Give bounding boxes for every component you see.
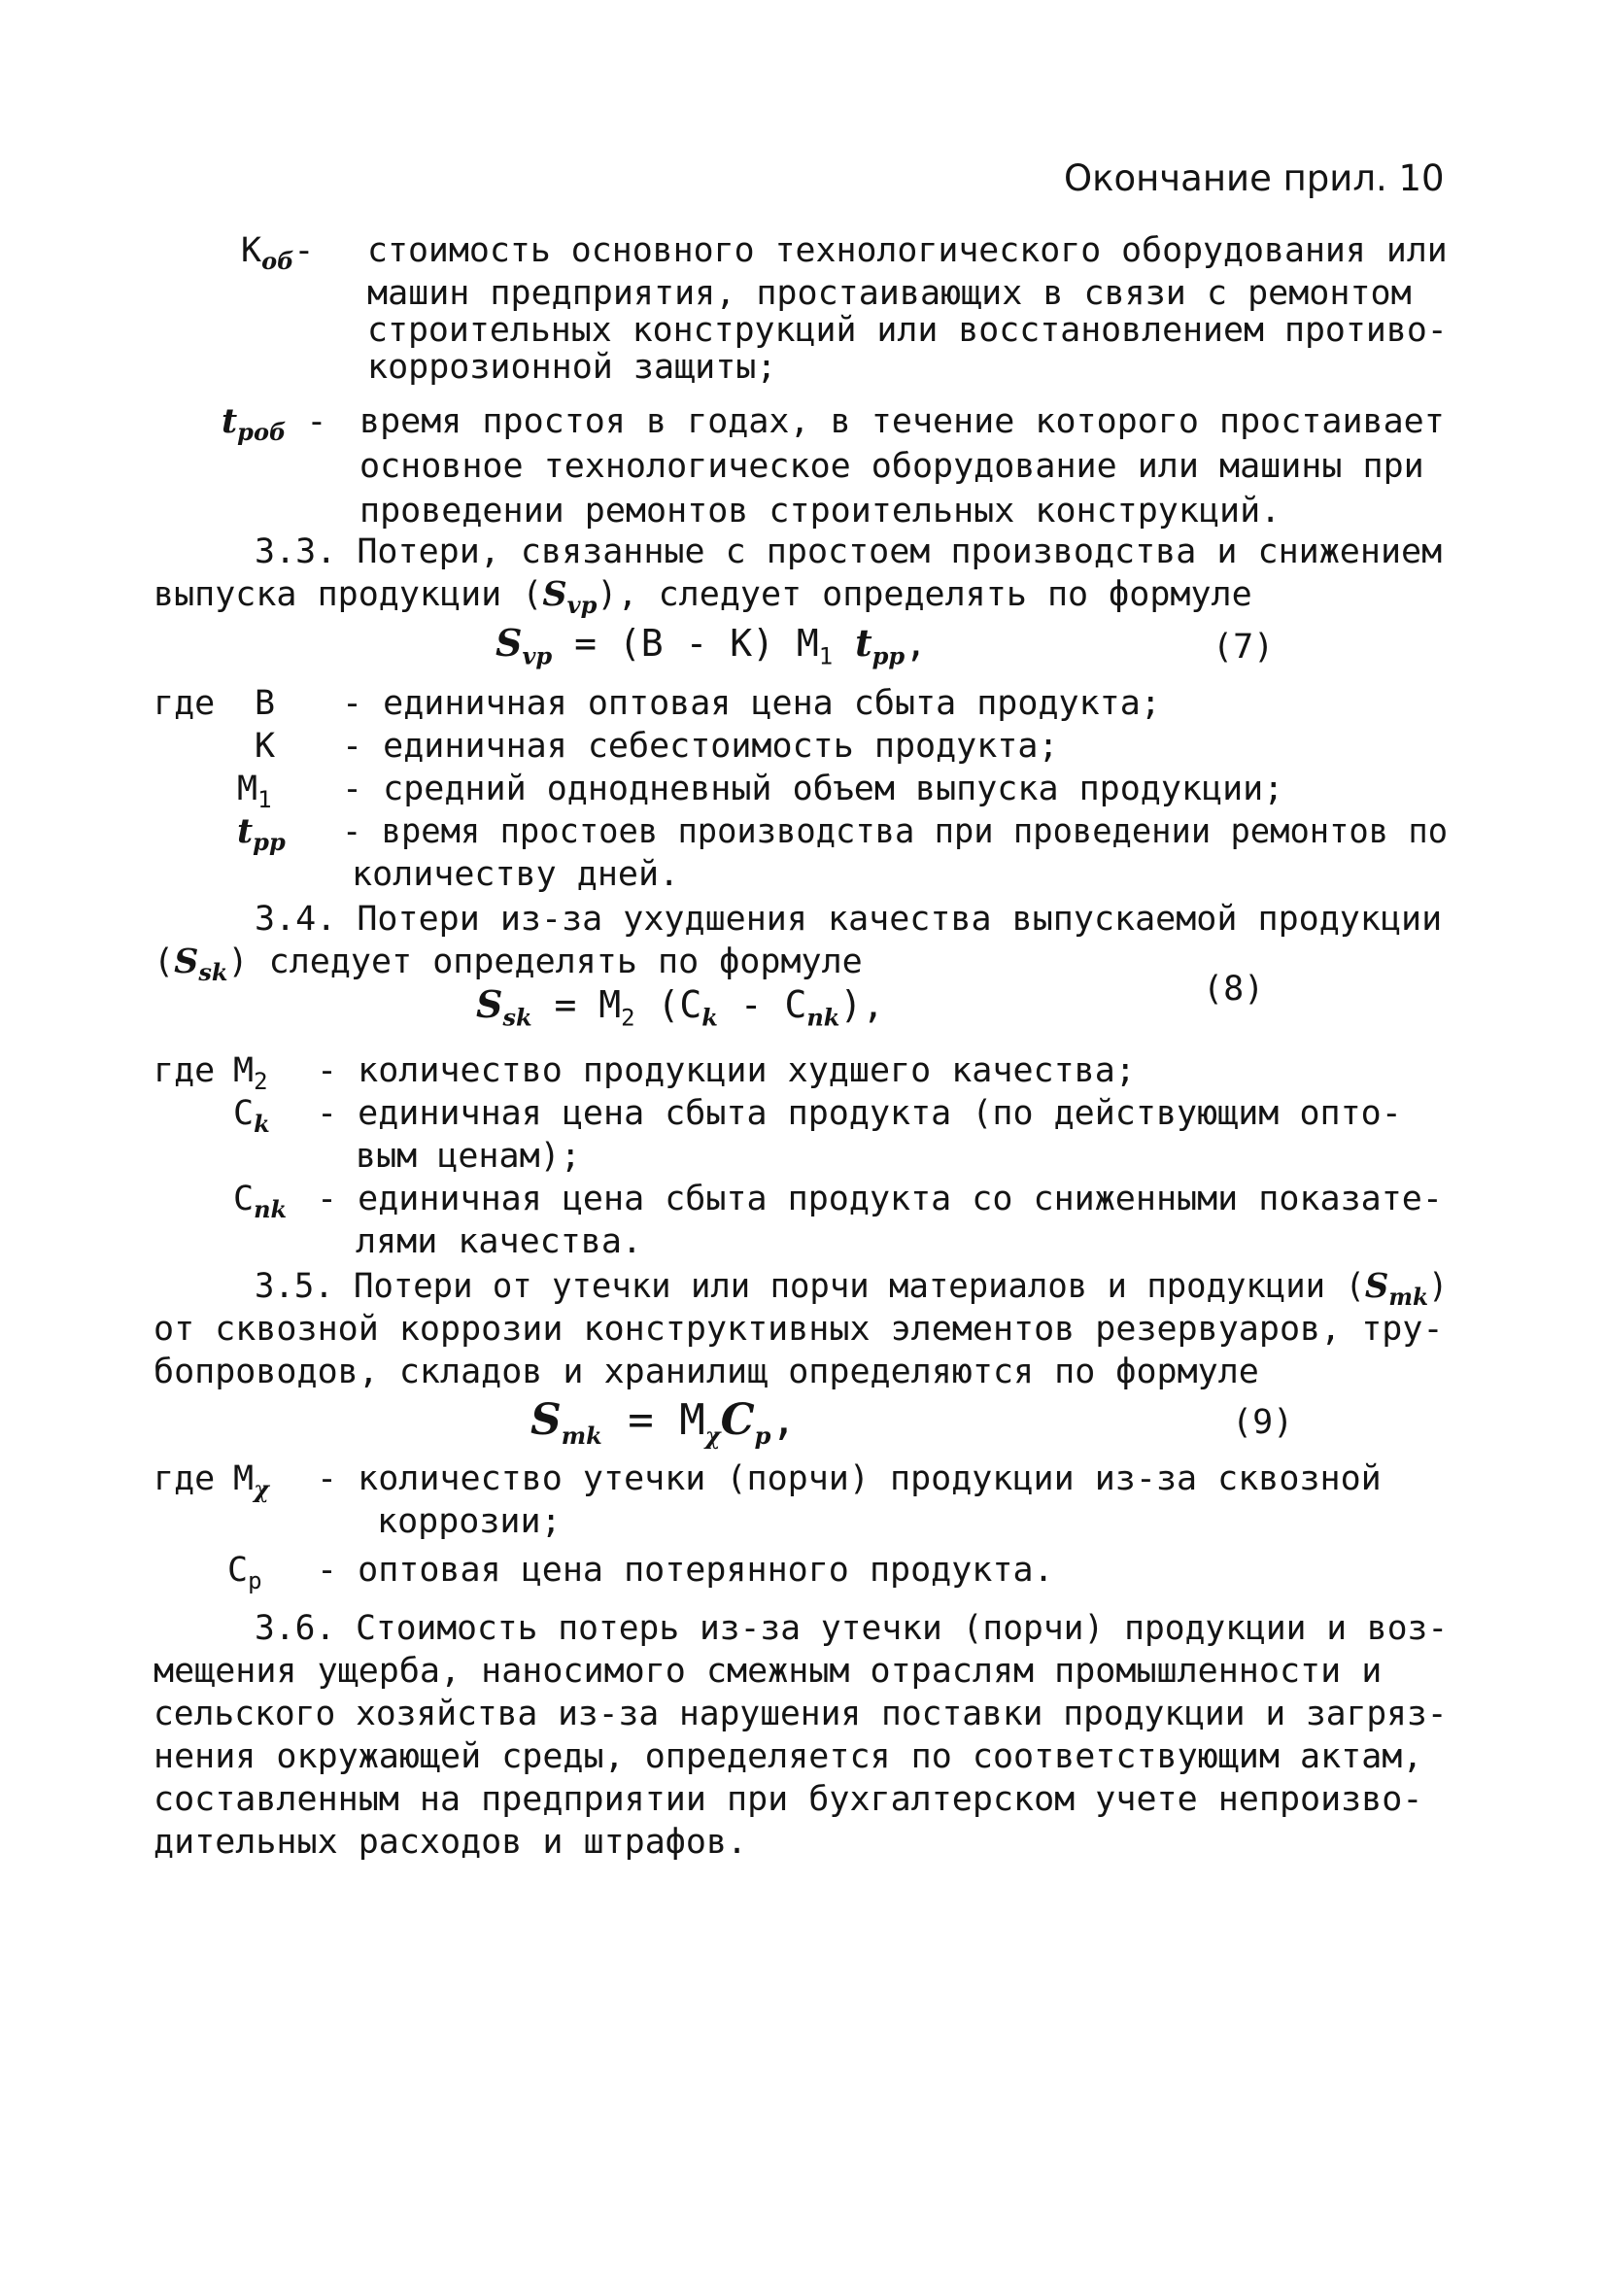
def-8-text-3: - единичная цена сбыта продукта со сниженными показате- [317, 1180, 1443, 1218]
def-8-text-1: - количество продукции худшего качества; [317, 1051, 1136, 1090]
section-3-6-line-1: 3.6. Стоимость потерь из-за утечки (порчи) продукции и воз- [255, 1609, 1449, 1648]
def-7-sym-1: B [255, 684, 276, 723]
section-3-4-line-1: 3.4. Потери из-за ухудшения качества выпускаемой продукции [255, 900, 1443, 939]
section-3-6-line-5: составленным на предприятии при бухгалтерском учете непроизво- [154, 1780, 1423, 1819]
def-9-sym-2: $C_p$ [227, 1551, 262, 1594]
def-9-sym-1: $M_\chi$ [233, 1459, 269, 1503]
formula-9: $S_{mk} = M_\chi C_p$, [530, 1395, 797, 1450]
def-9-text-1: - количество утечки (порчи) продукции из-за сквозной [317, 1459, 1382, 1498]
def-7-text-1: - единичная оптовая цена сбыта продукта; [342, 684, 1161, 723]
section-3-6-line-6: дительных расходов и штрафов. [154, 1823, 748, 1862]
def-8-text-2: - единичная цена сбыта продукта (по действующим опто- [317, 1094, 1402, 1133]
formula-7: $S_{vp} = (B - K)$ $M_1$ $t_{pp}$, [495, 621, 928, 670]
def-7-text-4: - время простоев производства при проведении ремонтов по [342, 812, 1449, 851]
def-7-text-3: - средний однодневный объем выпуска продукции; [342, 770, 1284, 808]
section-3-5-line-1: 3.5. Потери от утечки или порчи материалов и продукции $(S_{mk})$ [255, 1266, 1449, 1311]
where-label-7: где [154, 684, 216, 723]
def-8-sym-2: $C_k$ [233, 1094, 270, 1138]
section-3-3-line-2: выпуска продукции $(S_{vp})$, следует определять по формуле [154, 574, 1252, 619]
formula-8-number: (8) [1203, 970, 1265, 1009]
symbol-t-pob: $t_{роб}$ - [222, 401, 327, 446]
section-3-6-line-3: сельского хозяйства из-за нарушения поставки продукции и загряз- [154, 1695, 1448, 1733]
def-8-sym-1: $M_2$ [233, 1051, 268, 1095]
section-3-5-line-3: бопроводов, складов и хранилищ определяются по формуле [154, 1353, 1259, 1391]
t-pob-desc-line-1: время простоя в годах, в течение которого простаивает [359, 402, 1445, 441]
t-pob-desc-line-3: проведении ремонтов строительных конструкций. [359, 492, 1281, 531]
def-7-sym-4: $t_{pp}$ [237, 811, 286, 856]
def-7-sym-2: K [255, 727, 276, 766]
def-7-sym-3: $M_1$ [237, 770, 272, 813]
def-9-text-2: - оптовая цена потерянного продукта. [317, 1551, 1054, 1590]
k-ob-desc-line-1: стоимость основного технологического оборудования или [367, 231, 1448, 270]
def-8-sym-3: $C_{nk}$ [233, 1180, 288, 1223]
section-3-4-line-2: $(S_{sk})$ следует определять по формуле [154, 942, 863, 986]
formula-9-number: (9) [1232, 1403, 1294, 1442]
formula-8: $S_{sk} = M_2$ $(C_k - C_{nk})$, [476, 982, 885, 1032]
t-pob-desc-line-2: основное технологическое оборудование или машины при [359, 447, 1424, 486]
page-header: Окончание прил. 10 [1064, 157, 1445, 199]
k-ob-desc-line-2: машин предприятия, простаивающих в связи с ремонтом [367, 274, 1412, 313]
section-3-6-line-2: мещения ущерба, наносимого смежным отраслям промышленности и [154, 1652, 1383, 1691]
section-3-6-line-4: нения окружающей среды, определяется по соответствующим актам, [154, 1737, 1423, 1776]
where-label-9: где [154, 1459, 216, 1498]
symbol-k-ob: $K_{об}-$ [241, 231, 315, 275]
def-7-text-4-cont: количеству дней. [352, 855, 680, 894]
def-8-text-2-cont: вым ценам); [356, 1137, 581, 1176]
where-label-8: где [154, 1051, 216, 1090]
k-ob-desc-line-4: коррозионной защиты; [367, 348, 777, 387]
def-9-text-1-cont: коррозии; [377, 1502, 562, 1541]
def-8-text-3-cont: лями качества. [356, 1222, 643, 1261]
formula-7-number: (7) [1213, 628, 1275, 667]
section-3-5-line-2: от сквозной коррозии конструктивных элементов резервуаров, тру- [154, 1310, 1444, 1349]
section-3-3-line-1: 3.3. Потери, связанные с простоем производства и снижением [255, 532, 1443, 571]
def-7-text-2: - единичная себестоимость продукта; [342, 727, 1059, 766]
k-ob-desc-line-3: строительных конструкций или восстановлением противо- [367, 311, 1448, 350]
